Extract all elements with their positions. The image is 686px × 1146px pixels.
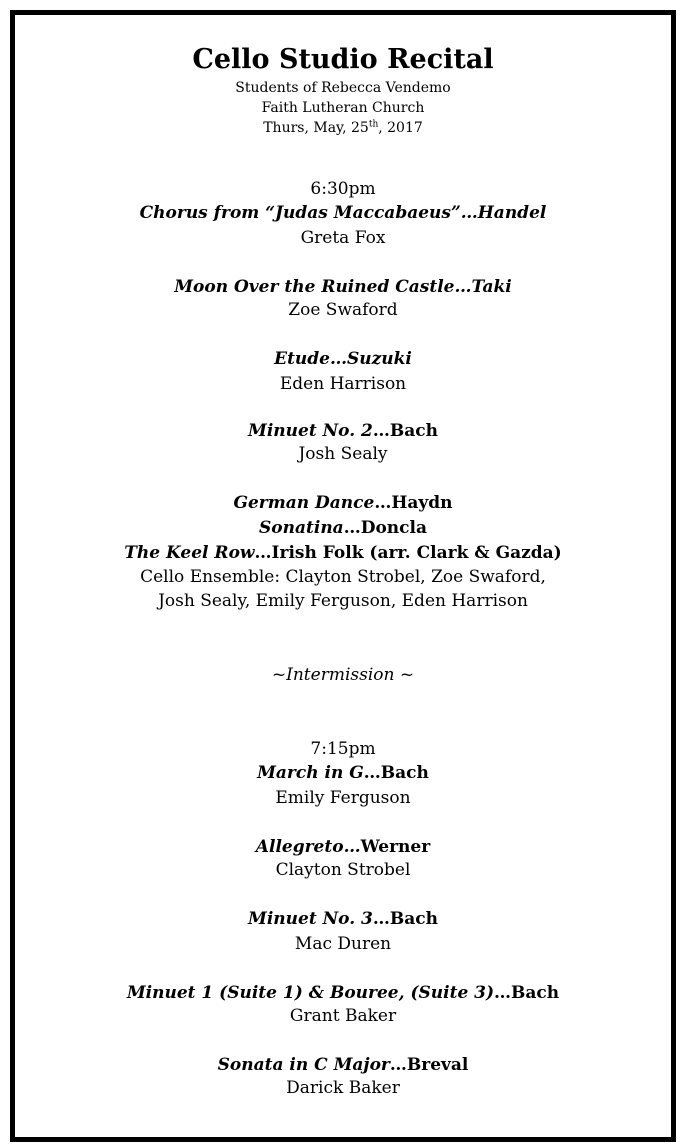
work-name: German Dance [233,493,375,513]
ensemble-piece-title [15,495,671,512]
work-name: Sonata in C Major [217,1055,390,1075]
ensemble-piece-title [15,520,671,537]
composer-name: …Breval [389,1055,469,1075]
composer-name: Werner [360,837,431,857]
composer-name: …Irish Folk (arr. Clark & Gazda) [254,543,562,563]
venue-line: Faith Lutheran Church [261,100,425,116]
intermission-label: ~Intermission ~ [271,665,415,685]
first-half-time: 6:30pm [310,179,376,199]
piece-title [15,839,671,856]
performer-name: Eden Harrison [279,374,407,394]
piece-title [15,205,671,222]
piece-title [15,351,671,368]
second-half-time: 7:15pm [310,739,376,759]
work-name: The Keel Row [124,543,255,563]
date-line [15,121,671,135]
ensemble-performers: Cello Ensemble: Clayton Strobel, Zoe Swaford, [140,567,546,587]
performer-name: Grant Baker [289,1006,397,1026]
composer-name: …Bach [372,421,438,441]
piece-title [15,765,671,782]
work-name: Minuet No. 2 [248,421,373,441]
work-name: Sonatina [259,518,344,538]
work-name: Minuet 1 (Suite 1) & Bouree, (Suite 3) [126,983,495,1003]
teacher-line: Students of Rebecca Vendemo [235,80,451,96]
ensemble-piece-title [15,545,671,562]
performer-name: Emily Ferguson [275,788,411,808]
ensemble-performers: Josh Sealy, Emily Ferguson, Eden Harrison [158,591,528,611]
performer-name: Josh Sealy [298,444,388,464]
piece-title [15,1057,671,1074]
performer-name: Darick Baker [286,1078,400,1098]
work-name: Chorus from “Judas Maccabaeus”…Handel [139,203,547,223]
performer-name: Mac Duren [294,934,392,954]
program-title: Cello Studio Recital [192,44,494,75]
piece-title [15,985,671,1002]
piece-title [15,911,671,928]
date-prefix: Thurs, May, 25 [263,120,369,136]
date-suffix: , 2017 [378,120,423,136]
program-page [10,10,676,1142]
work-name: March in G [257,763,364,783]
piece-title [15,423,671,440]
work-name: Moon Over the Ruined Castle…Taki [174,277,512,297]
performer-name: Zoe Swaford [288,300,398,320]
piece-title [15,279,671,296]
performer-name: Clayton Strobel [275,860,411,880]
work-name: Allegreto… [255,837,361,857]
composer-name: …Bach [363,763,429,783]
work-name: Minuet No. 3 [248,909,373,929]
composer-name: …Haydn [374,493,453,513]
composer-name: …Bach [494,983,560,1003]
work-name: Etude…Suzuki [274,349,412,369]
performer-name: Greta Fox [300,228,386,248]
composer-name: …Doncla [343,518,427,538]
composer-name: …Bach [372,909,438,929]
date-superscript: th [368,119,379,130]
